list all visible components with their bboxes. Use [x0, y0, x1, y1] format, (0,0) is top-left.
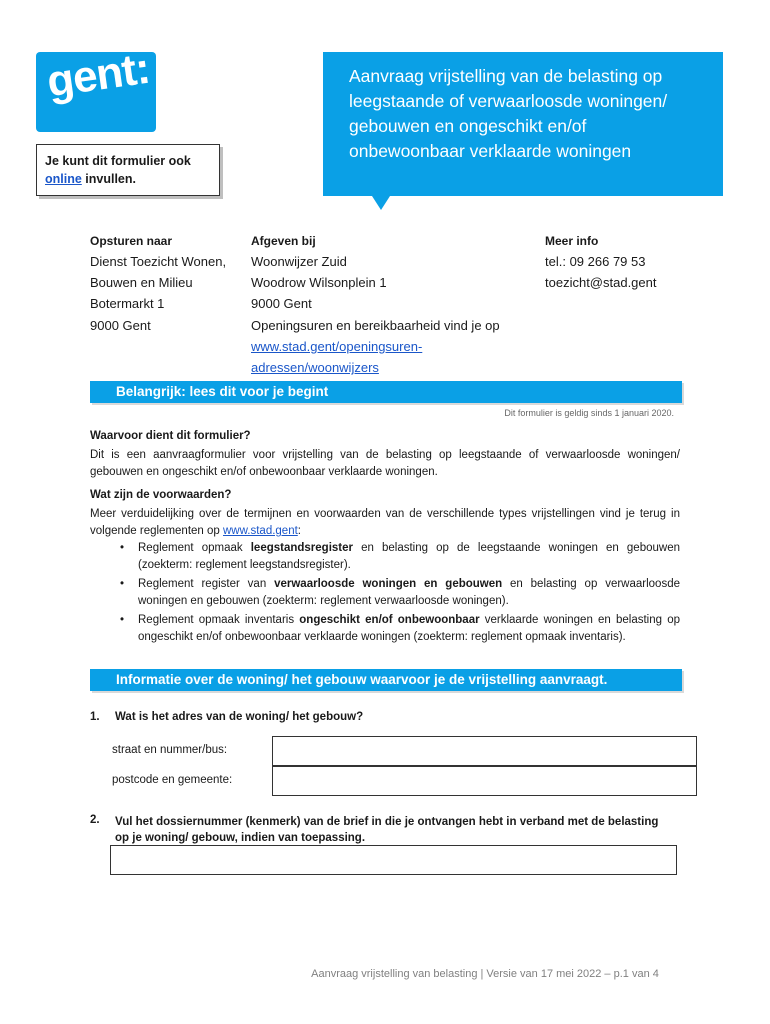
page-title: Aanvraag vrijstelling van de belasting op leegstaande of verwaarloosde woningen/ gebouwen en ongeschikt en/of onbewoonbaar verklaarde woningen [349, 66, 668, 161]
online-note-text: Je kunt dit formulier ook online invullen. [45, 154, 191, 186]
section-bar-property-info [90, 669, 682, 691]
question-address: Wat is het adres van de woning/ het gebouw? [115, 711, 364, 723]
postcode-input[interactable] [272, 766, 697, 796]
street-input[interactable] [272, 736, 697, 766]
list-item: • Reglement register van verwaarloosde woningen en gebouwen en belasting op verwaarloosde woningen en gebouwen (zoekterm: reglement verwaarloosde woningen). [108, 576, 680, 610]
postcode-label: postcode en gemeente: [112, 774, 233, 786]
stad-gent-link[interactable]: www.stad.gent [223, 525, 298, 537]
answer-purpose: Dit is een aanvraagformulier voor vrijstelling van de belasting op leegstaande of verwaarloosde woningen/ gebouwen en ongeschikt en/of onbewoonbaar verklaarde woningen. [90, 449, 680, 478]
deliver-line: 9000 Gent [251, 296, 312, 311]
deliver-line: Openingsuren en bereikbaarheid vind je op [251, 318, 500, 333]
page-footer: Aanvraag vrijstelling van belasting | Versie van 17 mei 2022 – p.1 van 4 [311, 968, 659, 980]
answer-conditions: Meer verduidelijking over de termijnen en voorwaarden van de verschillende types vrijstellingen vind je terug in volgende reglementen op www.stad.gent: [90, 508, 680, 537]
send-heading: Opsturen naar [90, 234, 173, 248]
section-bar-important [90, 381, 682, 403]
deliver-line: Woodrow Wilsonplein 1 [251, 275, 387, 290]
section-title: Belangrijk: lees dit voor je begint [116, 384, 329, 399]
question-dossier: Vul het dossiernummer (kenmerk) van de brief in die je ontvangen hebt in verband met de belasting op je woning/ gebouw, indien van toepassing. [115, 816, 659, 844]
deliver-line: Woonwijzer Zuid [251, 254, 347, 269]
street-label: straat en nummer/bus: [112, 744, 228, 756]
question-number: 2. [90, 814, 100, 826]
online-note-box [36, 144, 220, 196]
valid-note: Dit formulier is geldig sinds 1 januari 2020. [504, 408, 674, 418]
regulations-list [108, 540, 680, 648]
section-title: Informatie over de woning/ het gebouw waarvoor je de vrijstelling aanvraagt. [116, 672, 608, 687]
send-line: Dienst Toezicht Wonen, [90, 254, 227, 269]
dossier-input[interactable] [110, 845, 677, 875]
list-item: • Reglement opmaak leegstandsregister en belasting op de leegstaande woningen en gebouwen (zoekterm: reglement leegstandsregister). [108, 540, 680, 574]
title-balloon-pointer [372, 196, 390, 210]
online-link[interactable]: online [45, 172, 82, 186]
info-email: toezicht@stad.gent [545, 275, 657, 290]
send-line: Botermarkt 1 [90, 296, 165, 311]
send-line: 9000 Gent [90, 318, 151, 333]
info-heading: Meer info [545, 234, 599, 248]
info-phone: tel.: 09 266 79 53 [545, 254, 646, 269]
title-balloon [323, 52, 723, 196]
question-number: 1. [90, 711, 100, 723]
question-conditions: Wat zijn de voorwaarden? [90, 489, 232, 501]
send-line: Bouwen en Milieu [90, 275, 193, 290]
openingsuren-link[interactable]: adressen/woonwijzers [251, 360, 379, 375]
list-item: • Reglement opmaak inventaris ongeschikt en/of onbewoonbaar verklaarde woningen en belasting op ongeschikt en/of onbewoonbaar verklaarde woningen (zoekterm: reglement opmaak inventaris). [108, 612, 680, 646]
openingsuren-link[interactable]: www.stad.gent/openingsuren- [251, 339, 423, 354]
deliver-heading: Afgeven bij [251, 234, 316, 248]
question-purpose: Waarvoor dient dit formulier? [90, 430, 251, 442]
gent-logo [36, 43, 156, 132]
logo-text: gent: [44, 43, 153, 107]
